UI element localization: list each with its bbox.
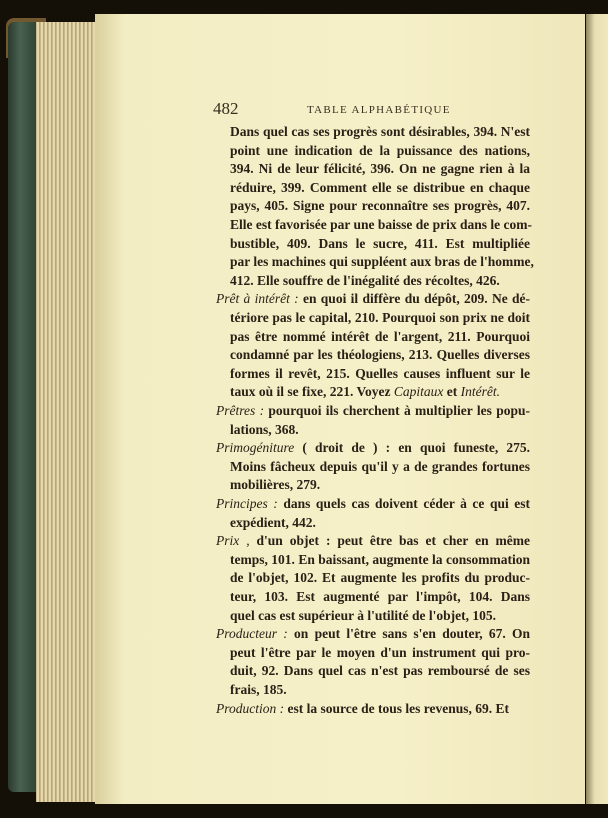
entry-text: peut l'être par le moyen d'un instrument qui pro- — [230, 645, 530, 660]
index-entry-line — [216, 533, 530, 549]
entry-text: formes il revêt, 215. Quelles causes influent sur le — [230, 366, 530, 381]
index-continuation-line — [230, 161, 530, 177]
entry-text: duit, 92. Dans quel cas n'est pas remboursé de ses — [230, 663, 530, 678]
index-continuation-line — [230, 180, 530, 196]
entry-text: condamné par les théologiens, 213. Quelles diverses — [230, 347, 530, 362]
entry-text: point une indication de la puissance des nations, — [230, 143, 530, 158]
entry-text: 412. Elle souffre de l'inégalité des récoltes, 426. — [230, 273, 500, 288]
index-entry-line — [216, 496, 530, 512]
index-continuation-line — [230, 143, 530, 159]
entry-text: quel cas est supérieur à l'utilité de l'objet, 105. — [230, 608, 496, 623]
entry-heading: Principes : — [216, 496, 278, 511]
index-entry-line — [216, 403, 530, 419]
entry-text: on peut l'être sans s'en douter, 67. On — [294, 626, 531, 641]
index-continuation-line — [230, 347, 530, 363]
index-continuation-line — [230, 384, 500, 400]
entry-text: pas être nommé intérêt de l'argent, 211. Pourquoi — [230, 329, 530, 344]
index-continuation-line — [230, 329, 530, 345]
entry-text: bustible, 409. Dans le sucre, 411. Est multipliée — [230, 236, 530, 251]
index-continuation-line — [230, 477, 320, 493]
cross-reference: Intérêt. — [460, 384, 500, 399]
entry-text: pays, 405. Signe pour reconnaître ses progrès, 407. — [230, 198, 530, 213]
entry-text: Elle est favorisée par une baisse de prix dans le com- — [230, 217, 532, 232]
index-continuation-line — [230, 366, 530, 382]
index-continuation-line — [230, 589, 530, 605]
entry-text: Dans quel cas ses progrès sont désirables, 394. N'est — [230, 124, 530, 139]
entry-text: et — [446, 384, 458, 399]
entry-text: mobilières, 279. — [230, 477, 321, 492]
entry-text: pourquoi ils cherchent à multiplier les popu- — [268, 403, 530, 418]
entry-text: taux où il se fixe, 221. Voyez — [230, 384, 391, 399]
entry-text: expédient, 442. — [230, 515, 316, 530]
index-continuation-line — [230, 459, 530, 475]
running-head: TABLE ALPHABÉTIQUE — [307, 104, 451, 116]
entry-text: ( droit de ) : en quoi funeste, 275. — [302, 440, 530, 455]
entry-text: réduire, 399. Comment elle se distribue en chaque — [230, 180, 530, 195]
index-continuation-line — [230, 515, 316, 531]
index-continuation-line — [230, 645, 530, 661]
entry-text: tériore pas le capital, 210. Pourquoi son prix ne doit — [230, 310, 530, 325]
index-continuation-line — [230, 236, 530, 252]
entry-text: lations, 368. — [230, 422, 299, 437]
index-entry-line — [216, 440, 530, 456]
index-continuation-line — [230, 217, 532, 233]
index-continuation-line — [230, 310, 530, 326]
entry-text: par les machines qui suppléent aux bras de l'homme, — [230, 254, 534, 269]
index-continuation-line — [230, 273, 500, 289]
index-continuation-line — [230, 254, 534, 270]
entry-text: d'un objet : peut être bas et cher en même — [256, 533, 531, 548]
index-continuation-line — [230, 663, 530, 679]
index-entry-line — [216, 701, 509, 717]
entry-text: 394. Ni de leur félicité, 396. On ne gagne rien à la — [230, 161, 530, 176]
index-continuation-line — [230, 198, 530, 214]
entry-heading: Prêt à intérêt : — [216, 291, 299, 306]
page-number: 482 — [213, 99, 239, 118]
index-continuation-line — [230, 552, 530, 568]
entry-text: Moins fâcheux depuis qu'il y a de grandes fortunes — [230, 459, 530, 474]
cross-reference: Capitaux — [393, 384, 444, 399]
entry-text: temps, 101. En baissant, augmente la consommation — [230, 552, 530, 567]
entry-heading: Prix , — [216, 533, 250, 548]
index-continuation-line — [230, 422, 299, 438]
index-continuation-line — [230, 608, 496, 624]
entry-text: est la source de tous les revenus, 69. Et — [287, 701, 509, 716]
index-continuation-line — [230, 124, 530, 140]
entry-heading: Production : — [216, 701, 285, 716]
entry-text: en quoi il diffère du dépôt, 209. Ne dé- — [302, 291, 530, 306]
entry-text: teur, 103. Est augmenté par l'impôt, 104. Dans — [230, 589, 530, 604]
index-continuation-line — [230, 570, 530, 586]
entry-heading: Primogéniture — [216, 440, 295, 455]
facing-page-edge — [586, 14, 608, 804]
page-edges — [36, 22, 96, 802]
book-cover — [8, 22, 38, 792]
entry-text: frais, 185. — [230, 682, 287, 697]
entry-text: dans quels cas doivent céder à ce qui est — [283, 496, 531, 511]
entry-text: de l'objet, 102. Et augmente les profits du produc- — [230, 570, 530, 585]
index-entry-line — [216, 291, 530, 307]
index-continuation-line — [230, 682, 287, 698]
entry-heading: Prêtres : — [216, 403, 265, 418]
index-entry-line — [216, 626, 530, 642]
entry-heading: Producteur : — [216, 626, 288, 641]
